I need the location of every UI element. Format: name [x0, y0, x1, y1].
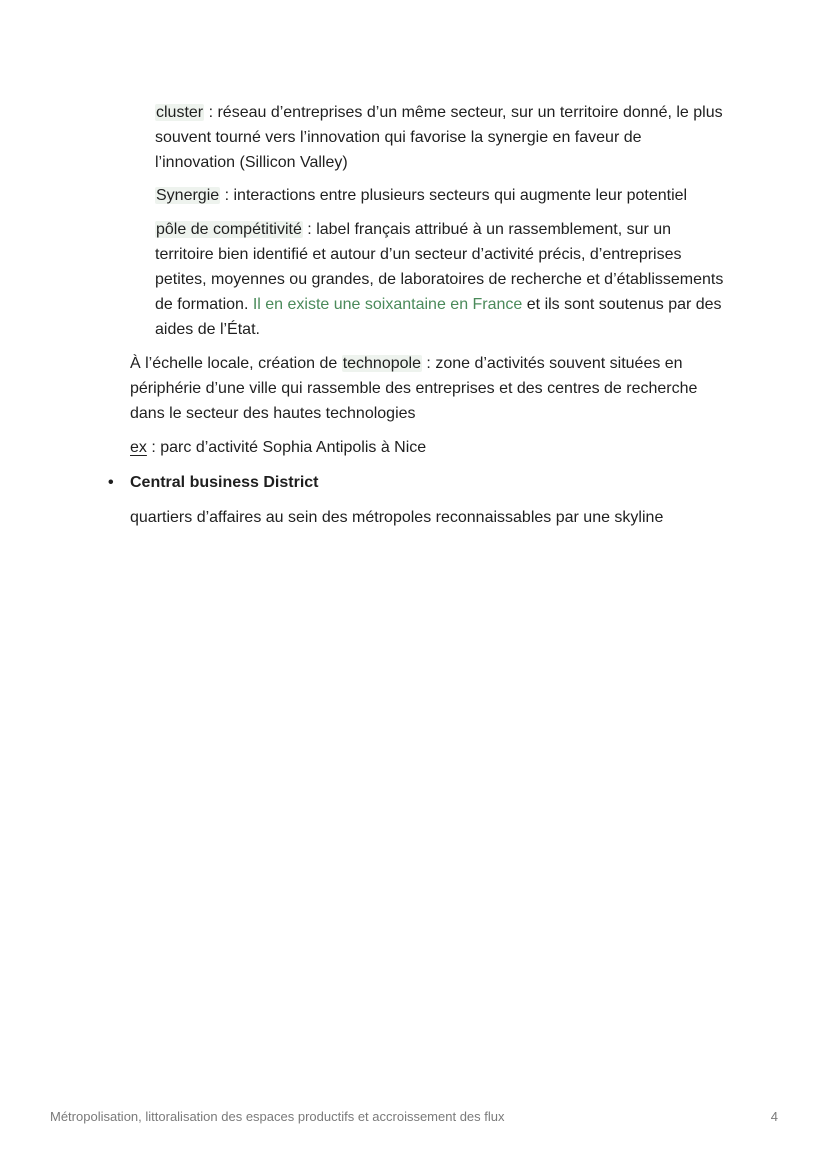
- definition-pole-text: : label français attribué à un rassemblement, sur un territoire bien identifié et autour d’un secteur d’activité précis, d’entreprises petites, moyennes ou grandes, de laboratoires de recherche et d’établissements de formation.: [155, 221, 724, 313]
- footer-page-number: 4: [770, 1109, 778, 1124]
- definition-pole-highlight: Il en existe une soixantaine en France: [252, 296, 523, 313]
- technopole-text: : zone d’activités souvent situées en périphérie d’une ville qui rassemble des entreprises et des centres de recherche dans le secteur des hautes technologies: [130, 355, 698, 422]
- definition-pole-competitivite: [155, 217, 725, 342]
- cbd-description: quartiers d’affaires au sein des métropoles reconnaissables par une skyline: [130, 509, 664, 526]
- example-paragraph: [130, 435, 730, 460]
- example-label: ex: [130, 439, 147, 456]
- term-cluster: cluster: [156, 104, 204, 121]
- term-pole-competitivite: pôle de compétitivité: [156, 221, 302, 238]
- definition-pole-text-end: et ils sont soutenus par des aides de l’État.: [155, 296, 722, 338]
- footer-title: Métropolisation, littoralisation des espaces productifs et accroissement des flux: [50, 1109, 505, 1124]
- bullet-icon: •: [108, 474, 114, 491]
- term-technopole: technopole: [342, 355, 421, 372]
- technopole-intro: À l’échelle locale, création de: [130, 355, 342, 372]
- definition-synergie: [155, 183, 725, 208]
- definition-cluster-text: : réseau d’entreprises d’un même secteur, sur un territoire donné, le plus souvent tourné vers l’innovation qui favorise la synergie en faveur de l’innovation (Sillicon Valley): [155, 104, 723, 171]
- example-text: : parc d’activité Sophia Antipolis à Nice: [146, 439, 427, 456]
- cbd-bullet-item: [108, 470, 319, 495]
- technopole-paragraph: [130, 351, 730, 426]
- cbd-title: Central business District: [130, 474, 319, 491]
- term-synergie: Synergie: [156, 187, 220, 204]
- definition-synergie-text: : interactions entre plusieurs secteurs qui augmente leur potentiel: [220, 187, 688, 204]
- definition-cluster: [155, 100, 725, 175]
